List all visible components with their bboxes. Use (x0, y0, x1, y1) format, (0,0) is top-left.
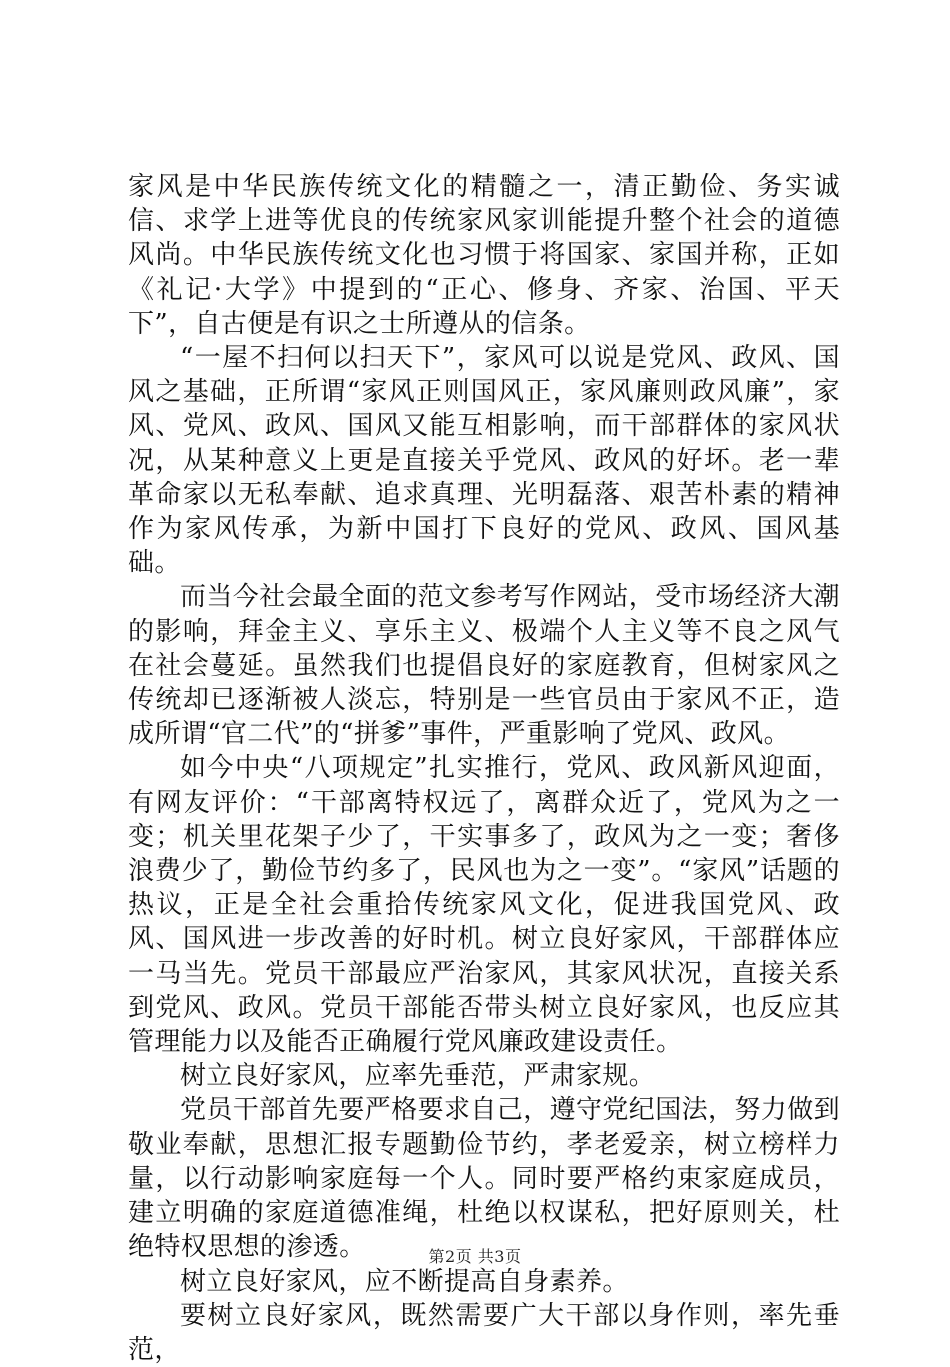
paragraph-8: 要树立良好家风，既然需要广大干部以身作则，率先垂范， (128, 1300, 840, 1365)
paragraph-7: 树立良好家风，应不断提高自身素养。 (180, 1266, 629, 1297)
paragraph-4: 如今中央“八项规定”扎实推行，党风、政风新风迎面，有网友评价：“干部离特权远了，离群众近了，党风为之一变；机关里花架子少了，干实事多了，政风为之一变；奢侈浪费少了，勤俭节约多了，民风也为之一变”。“家风”话题的热议，正是全社会重拾传统家风文化，促进我国党风、政风、国风进一步改善的好时机。树立良好家风，干部群体应一马当先。党员干部最应严治家风，其家风状况，直接关系到党风、政风。党员干部能否带头树立良好家风，也反应其管理能力以及能否正确履行党风廉政建设责任。 (128, 753, 840, 1058)
paragraph-6: 党员干部首先要严格要求自己，遵守党纪国法，努力做到敬业奉献，思想汇报专题勤俭节约，孝老爱亲，树立榜样力量，以行动影响家庭每一个人。同时要严格约束家庭成员，建立明确的家庭道德准绳，杜绝以权谋私，把好原则关，杜绝特权思想的渗透。 (128, 1095, 841, 1263)
paragraph-1: 家风是中华民族传统文化的精髓之一，清正勤俭、务实诚信、求学上进等优良的传统家风家训能提升整个社会的道德风尚。中华民族传统文化也习惯于将国家、家国并称，正如《礼记·大学》中提到的“正心、修身、齐家、治国、平天下”，自古便是有识之士所遵从的信条。 (128, 172, 840, 339)
paragraph-5: 树立良好家风，应率先垂范，严肃家规。 (180, 1061, 656, 1092)
document-body (128, 170, 840, 1367)
page-footer: 第2页 共3页 (428, 1247, 522, 1266)
paragraph-2: “一屋不扫何以扫天下”，家风可以说是党风、政风、国风之基础，正所谓“家风正则国风正，家风廉则政风廉”，家风、党风、政风、国风又能互相影响，而干部群体的家风状况，从某种意义上更是直接关乎党风、政风的好坏。老一辈革命家以无私奉献、追求真理、光明磊落、艰苦朴素的精神作为家风传承，为新中国打下良好的党风、政风、国风基础。 (128, 343, 840, 579)
paragraph-3: 而当今社会最全面的范文参考写作网站，受市场经济大潮的影响，拜金主义、享乐主义、极端个人主义等不良之风气在社会蔓延。虽然我们也提倡良好的家庭教育，但树家风之传统却已逐渐被人淡忘，特别是一些官员由于家风不正，造成所谓“官二代”的“拼爹”事件，严重影响了党风、政风。 (128, 582, 841, 750)
